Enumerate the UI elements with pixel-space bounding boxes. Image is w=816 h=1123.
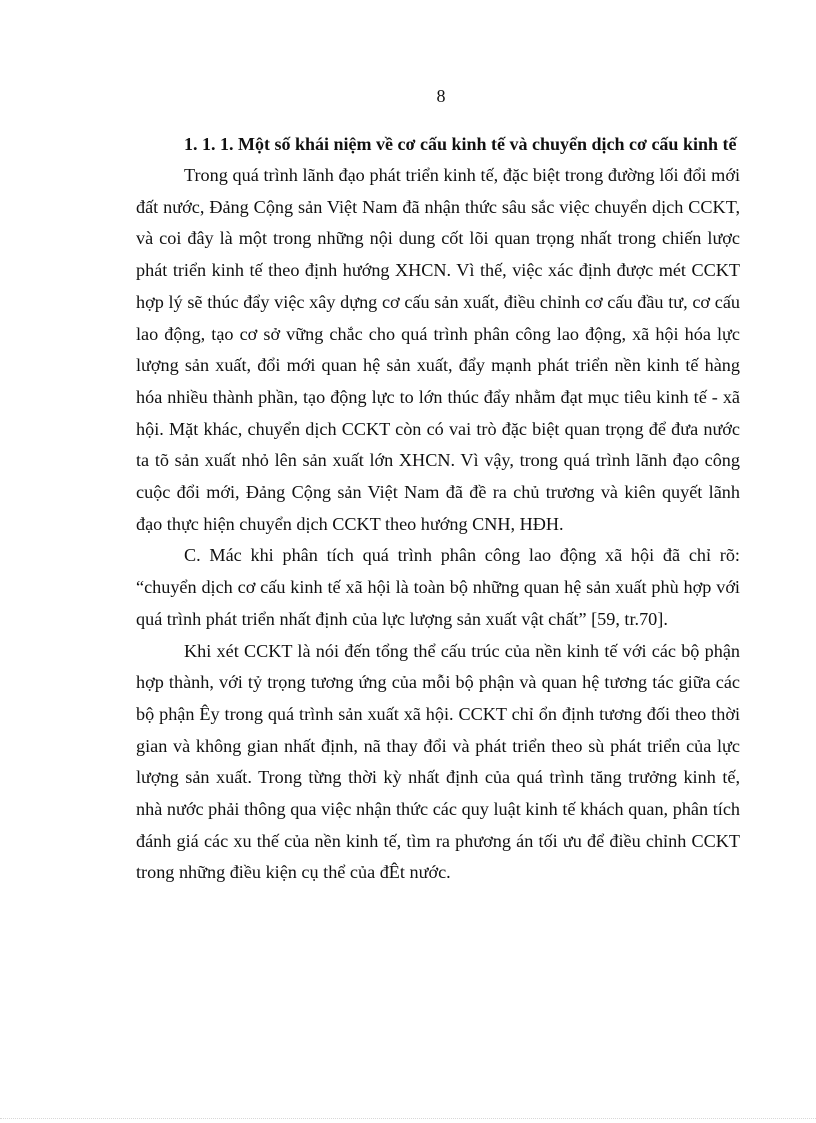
section-heading: 1. 1. 1. Một số khái niệm về cơ cấu kinh tế và chuyển dịch cơ cấu kinh tế bbox=[184, 134, 737, 154]
page-content bbox=[136, 128, 740, 889]
page-number: 8 bbox=[436, 86, 446, 106]
paragraph-2: C. Mác khi phân tích quá trình phân công lao động xã hội đã chỉ rõ: “chuyển dịch cơ cấu kinh tế xã hội là toàn bộ những quan hệ sản xuất phù hợp với quá trình phát triển nhất định của lực lượng sản xuất vật chất” [59, tr.70]. bbox=[136, 545, 740, 629]
paragraph-3: Khi xét CCKT là nói đến tổng thể cấu trúc của nền kinh tế với các bộ phận hợp thành, với tỷ trọng tương ứng của mỗi bộ phận và quan hệ tương tác giữa các bộ phận Êy trong quá trình sản xuất xã hội. CCKT chỉ ổn định tương đối theo thời gian và không gian nhất định, nã thay đổi và phát triển theo sù phát triển của lực lượng sản xuất. Trong từng thời kỳ nhất định của quá trình tăng trưởng kinh tế, nhà nước phải thông qua việc nhận thức các quy luật kinh tế khách quan, phân tích đánh giá các xu thế của nền kinh tế, tìm ra phương án tối ưu để điều chỉnh CCKT trong những điều kiện cụ thể của đÊt nước. bbox=[136, 640, 740, 883]
page-bottom-rule bbox=[0, 1118, 816, 1119]
paragraph-1: Trong quá trình lãnh đạo phát triển kinh tế, đặc biệt trong đường lối đổi mới đất nước, Đảng Cộng sản Việt Nam đã nhận thức sâu sắc việc chuyển dịch CCKT, và coi đây là một trong những nội dung cốt lõi quan trọng nhất trong chiến lược phát triển kinh tế theo định hướng XHCN. Vì thế, việc xác định được mét CCKT hợp lý sẽ thúc đẩy việc xây dựng cơ cấu sản xuất, điều chỉnh cơ cấu đầu tư, cơ cấu lao động, tạo cơ sở vững chắc cho quá trình phân công lao động, xã hội hóa lực lượng sản xuất, đổi mới quan hệ sản xuất, đẩy mạnh phát triển nền kinh tế hàng hóa nhiều thành phần, tạo động lực to lớn thúc đẩy nhằm đạt mục tiêu kinh tế - xã hội. Mặt khác, chuyển dịch CCKT còn có vai trò đặc biệt quan trọng để đưa nước ta tõ sản xuất nhỏ lên sản xuất lớn XHCN. Vì vậy, trong quá trình lãnh đạo công cuộc đổi mới, Đảng Cộng sản Việt Nam đã đề ra chủ trương và kiên quyết lãnh đạo thực hiện chuyển dịch CCKT theo hướng CNH, HĐH. bbox=[136, 165, 740, 534]
